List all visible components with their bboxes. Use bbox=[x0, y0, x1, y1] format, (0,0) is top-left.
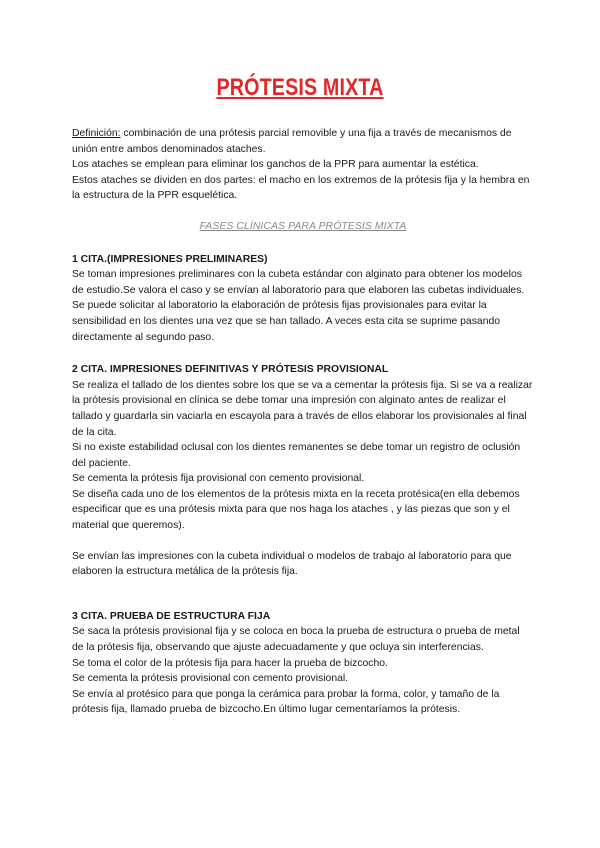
definition-paragraph bbox=[72, 126, 534, 157]
cita2-paragraph: Si no existe estabilidad oclusal con los dientes remanentes se debe tomar un registro de oclusión del paciente. bbox=[72, 442, 521, 469]
definition-label: Definición: bbox=[72, 128, 121, 139]
cita3-paragraph: Se toma el color de la prótesis fija para hacer la prueba de bizcocho. bbox=[72, 657, 388, 669]
document-body bbox=[72, 126, 534, 718]
phases-heading: FASES CLÍNICAS PARA PRÓTESIS MIXTA bbox=[199, 220, 407, 232]
cita3-paragraph: Se envía al protésico para que ponga la cerámica para probar la forma, color, y tamaño de la prótesis fija, llamado prueba de bizcocho.En último lugar cementaríamos la prótesis. bbox=[72, 688, 500, 716]
document-title: PRÓTESIS MIXTA bbox=[216, 74, 384, 101]
cita3-paragraph: Se saca la prótesis provisional fija y se coloca en boca la prueba de estructura o prueba de metal de la prótesis fija, observando que ajuste adecuadamente y que ocluya sin interferencias. bbox=[72, 626, 520, 654]
cita2-heading: 2 CITA. IMPRESIONES DEFINITIVAS Y PRÓTESIS PROVISIONAL bbox=[72, 364, 389, 376]
cita3-heading: 3 CITA. PRUEBA DE ESTRUCTURA FIJA bbox=[72, 610, 271, 622]
cita1-heading: 1 CITA.(IMPRESIONES PRELIMINARES) bbox=[72, 253, 268, 265]
definition-text: combinación de una prótesis parcial removible y una fija a través de mecanismos de unión entre ambos denominados ataches. bbox=[72, 128, 512, 155]
cita2-closing-paragraph: Se envían las impresiones con la cubeta individual o modelos de trabajo al laboratorio para que elaboren la estructura metálica de la prótesis fija. bbox=[72, 550, 512, 578]
cita2-paragraph: Se cementa la prótesis fija provisional con cemento provisional. bbox=[72, 473, 365, 485]
intro-paragraph: Estos ataches se dividen en dos partes: el macho en los extremos de la prótesis fija y la hembra en la estructura de la PPR esquelética. bbox=[72, 174, 530, 202]
cita1-paragraph: Se puede solicitar al laboratorio la elaboración de prótesis fijas provisionales para evitar la sensibilidad en los dientes una vez que se han tallado. A veces esta cita se suprime pasando directamente al segundo paso. bbox=[72, 300, 501, 343]
cita1-paragraph: Se toman impresiones preliminares con la cubeta estándar con alginato para obtener los modelos de estudio.Se valora el caso y se envían al laboratorio para que elaboren las cubetas individuales. bbox=[72, 269, 525, 296]
cita3-paragraph: Se cementa la prótesis provisional con cemento provisional. bbox=[72, 673, 349, 685]
cita2-paragraph: Se diseña cada uno de los elementos de la prótesis mixta en la receta protésica(en ella debemos especificar que es una prótesis mixta para que nos haga los ataches , y las piezas que son y el material que queremos). bbox=[72, 488, 520, 532]
cita2-paragraph: Se realiza el tallado de los dientes sobre los que se va a cementar la prótesis fija. Si se va a realizar la prótesis provisional en clínica se debe tomar una impresión con alginato antes de realizar el tallado y guardarla sin vaciarla en escayola para a través de ellos elaborar los provisionales al final de la cita. bbox=[72, 379, 533, 438]
intro-paragraph: Los ataches se emplean para eliminar los ganchos de la PPR para aumentar la estética. bbox=[72, 159, 479, 171]
